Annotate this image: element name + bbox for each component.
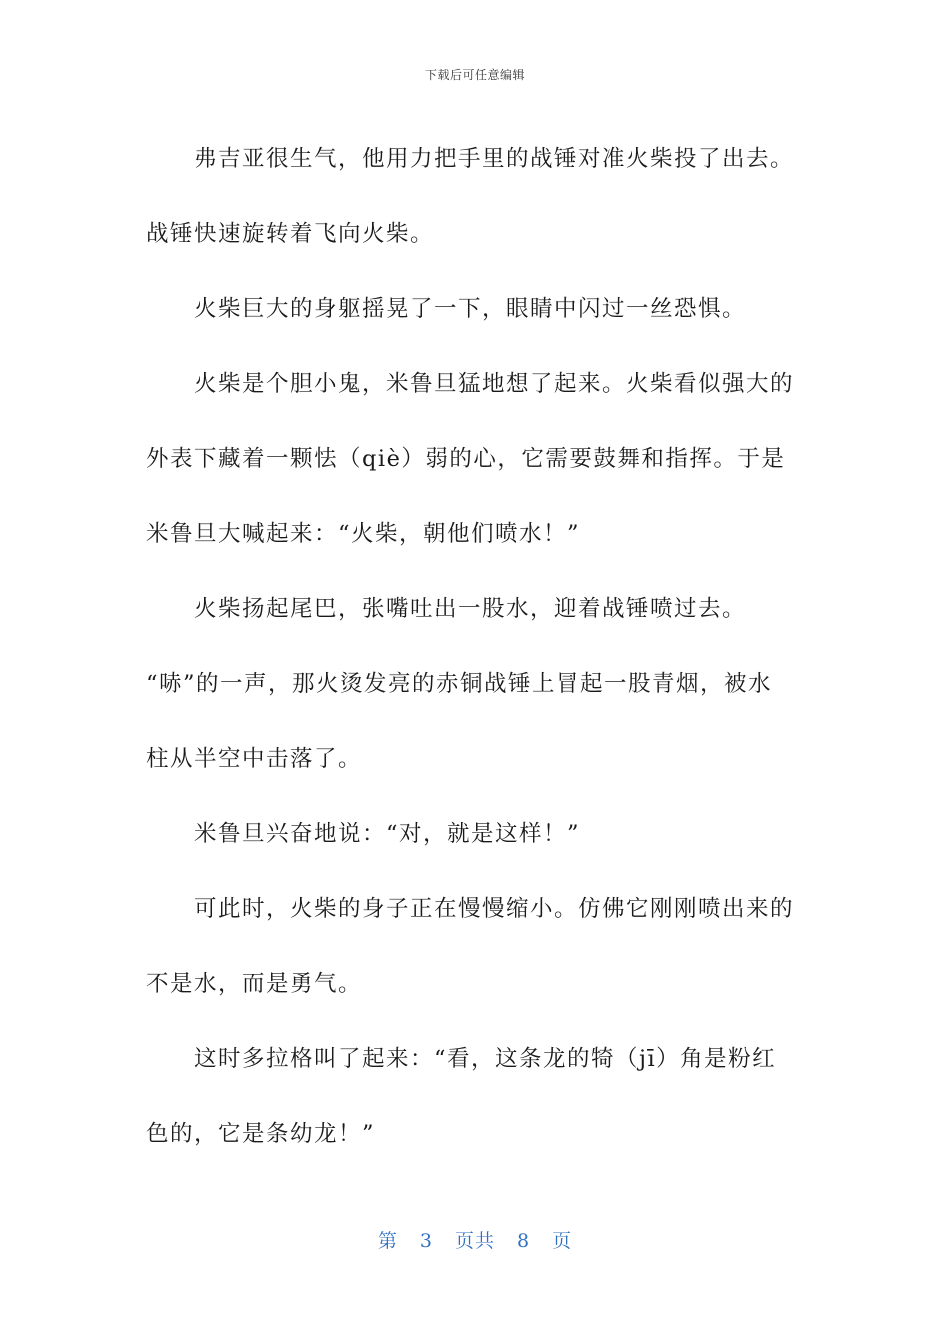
page-header-note: 下载后可任意编辑 — [424, 68, 525, 82]
paragraph-line: 这时多拉格叫了起来：“看，这条龙的犄（jī）角是粉红 — [194, 1046, 777, 1072]
paragraph-line: 可此时，火柴的身子正在慢慢缩小。仿佛它刚刚喷出来的 — [194, 896, 795, 922]
paragraph-line: 外表下藏着一颗怯（qiè）弱的心，它需要鼓舞和指挥。于是 — [146, 446, 786, 472]
footer-suffix: 页 — [552, 1230, 573, 1252]
document-body — [146, 122, 806, 1172]
paragraph-line: 色的，它是条幼龙！” — [146, 1121, 376, 1147]
paragraph-line: 米鲁旦兴奋地说：“对，就是这样！” — [194, 821, 581, 847]
footer-prefix: 第 — [377, 1230, 398, 1252]
total-pages-number: 8 — [517, 1230, 531, 1252]
paragraph-line: “哧”的一声，那火烫发亮的赤铜战锤上冒起一股青烟，被水 — [146, 671, 773, 697]
paragraph-line: 火柴扬起尾巴，张嘴吐出一股水，迎着战锤喷过去。 — [194, 596, 747, 622]
paragraph-line: 弗吉亚很生气，他用力把手里的战锤对准火柴投了出去。 — [194, 146, 795, 172]
current-page-number: 3 — [419, 1230, 433, 1252]
footer-middle: 页共 — [454, 1230, 495, 1252]
paragraph-line: 柱从半空中击落了。 — [146, 746, 363, 772]
paragraph-line: 不是水，而是勇气。 — [146, 971, 363, 997]
page-footer — [0, 1226, 950, 1253]
paragraph-line: 米鲁旦大喊起来：“火柴，朝他们喷水！” — [146, 521, 581, 547]
paragraph-line: 火柴巨大的身躯摇晃了一下，眼睛中闪过一丝恐惧。 — [194, 296, 747, 322]
paragraph-line: 战锤快速旋转着飞向火柴。 — [146, 221, 435, 247]
paragraph-line: 火柴是个胆小鬼，米鲁旦猛地想了起来。火柴看似强大的 — [194, 371, 795, 397]
